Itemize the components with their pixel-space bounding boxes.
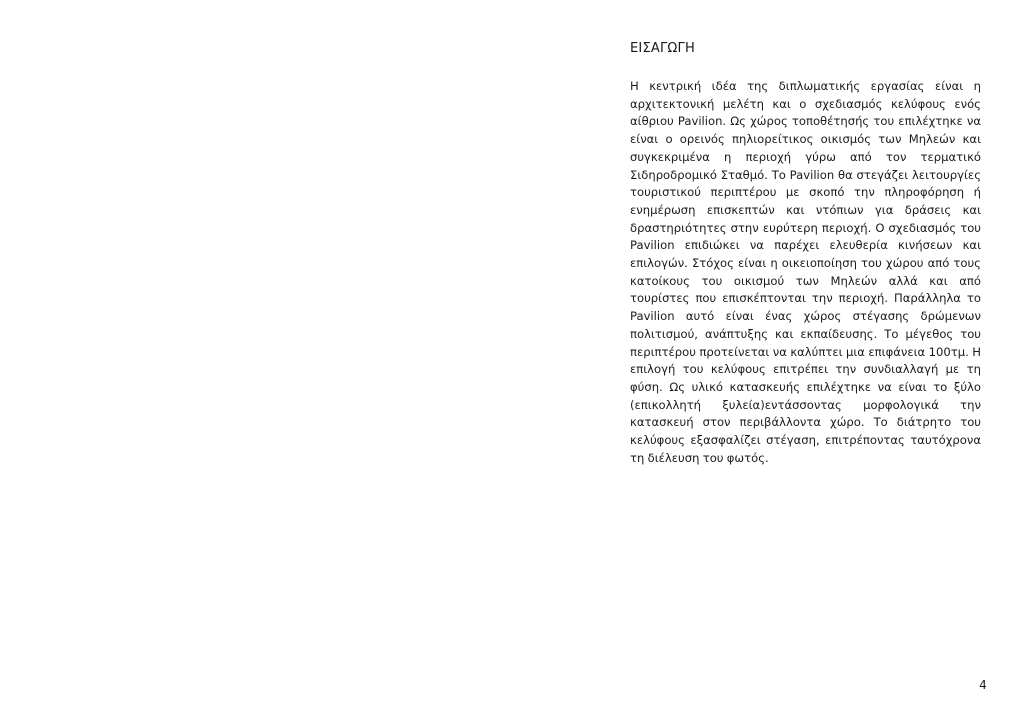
page-number: 4 <box>979 678 987 692</box>
body-paragraph: Η κεντρική ιδέα της διπλωματικής εργασίας είναι η αρχιτεκτονική μελέτη και ο σχεδιασμός κελύφους ενός αίθριου Pavilion. Ως χώρος τοποθέτησής του επιλέχτηκε να είναι ο ορεινός πηλιορείτικος οικισμός των Μηλεών και συγκεκριμένα η περιοχή γύρω από τον τερματικό Σιδηροδρομικό Σταθμό. Το Pavilion θα στεγάζει λειτουργίες τουριστικού περιπτέρου με σκοπό την πληροφόρηση ή ενημέρωση επισκεπτών και ντόπιων για δράσεις και δραστηριότητες στην ευρύτερη περιοχή. Ο σχεδιασμός του Pavilion επιδιώκει να παρέχει ελευθερία κινήσεων και επιλογών. Στόχος είναι η οικειοποίηση του χώρου από τους κατοίκους του οικισμού των Μηλεών αλλά και από τουρίστες που επισκέπτονται την περιοχή. Παράλληλα το Pavilion αυτό είναι ένας χώρος στέγασης δρώμενων πολιτισμού, ανάπτυξης και εκπαίδευσης. Το μέγεθος του περιπτέρου προτείνεται να καλύπτει μια επιφάνεια 100τμ. Η επιλογή του κελύφους επιτρέπει την συνδιαλλαγή με τη φύση. Ως υλικό κατασκευής επιλέχτηκε να είναι το ξύλο (επικολλητή ξυλεία)εντάσσοντας μορφολογικά την κατασκευή στον περιβάλλοντα χώρο. Το διάτρητο του κελύφους εξασφαλίζει στέγαση, επιτρέποντας ταυτόχρονα τη διέλευση του φωτός. <box>630 79 981 465</box>
section-heading: ΕΙΣΑΓΩΓΗ <box>630 41 695 56</box>
text-column <box>630 40 981 467</box>
